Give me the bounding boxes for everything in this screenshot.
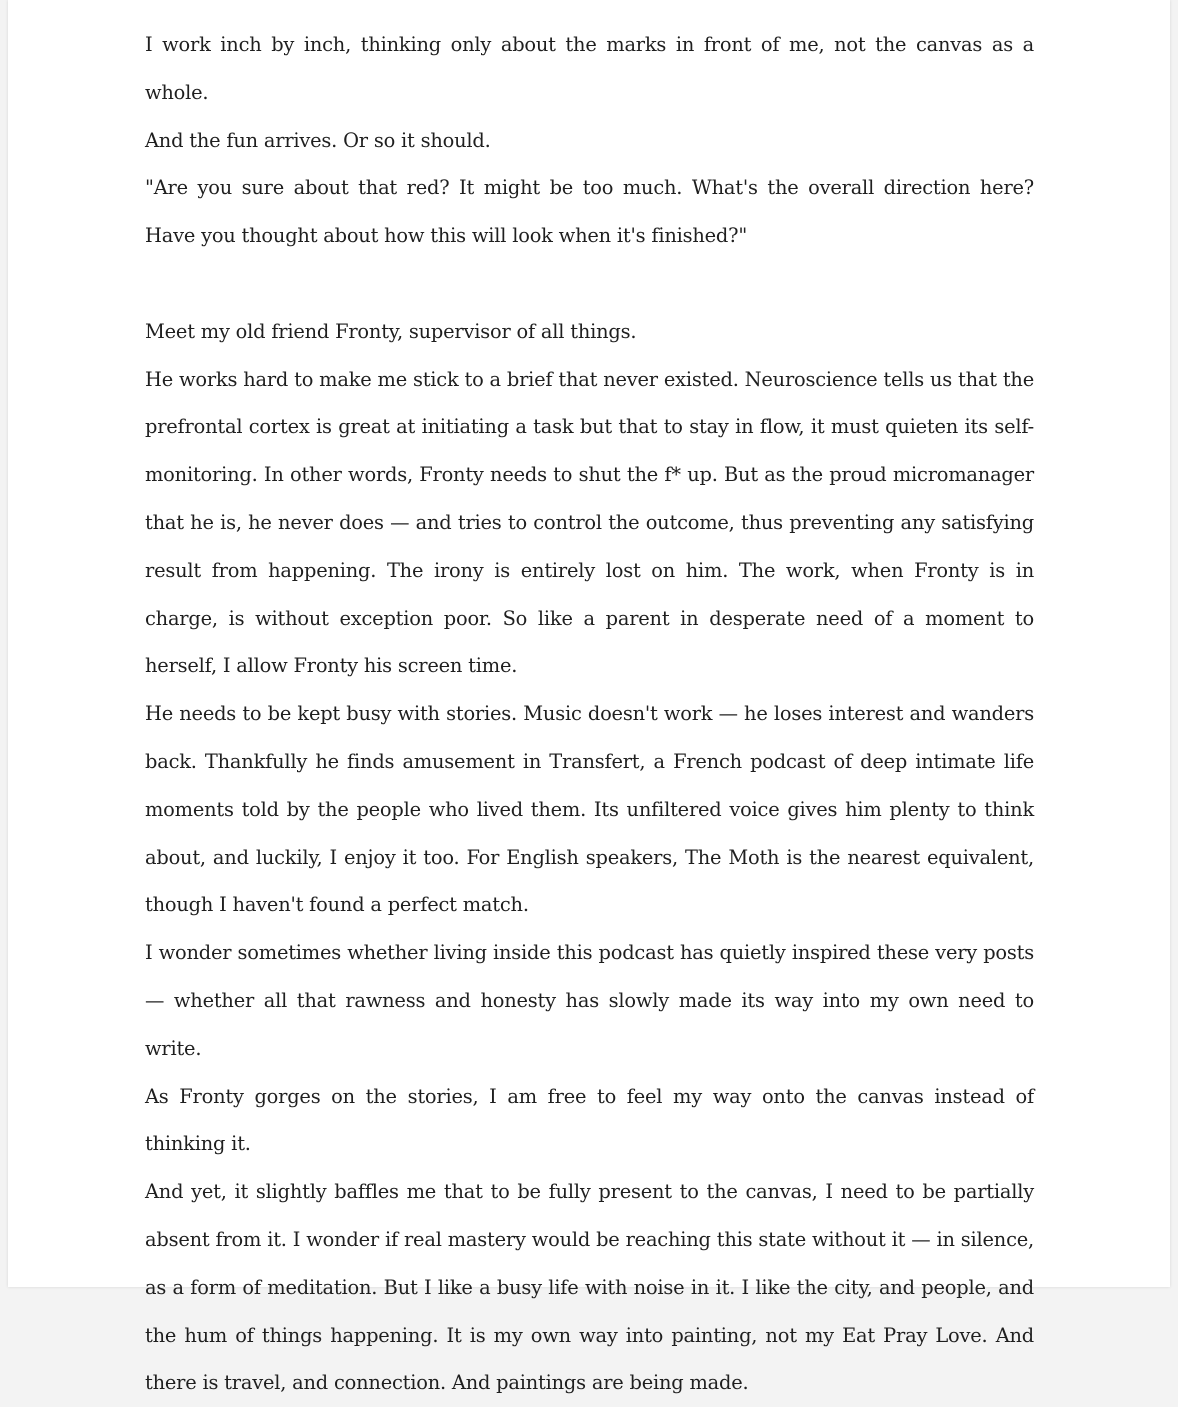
paragraph-gorges: As Fronty gorges on the stories, I am free to feel my way onto the canvas instead of thinking it. xyxy=(145,1084,1034,1156)
document-page xyxy=(8,0,1170,1395)
paragraph-neuroscience: He works hard to make me stick to a brief that never existed. Neuroscience tells us that the prefrontal cortex is great at initiating a task but that to stay in flow, it must quieten its self-monitoring. In other words, Fronty needs to shut the f* up. But as the proud micromanager that he is, he never does — and tries to control the outcome, thus preventing any satisfying result from happening. The irony is entirely lost on him. The work, when Fronty is in charge, is without exception poor. So like a parent in desperate need of a moment to herself, I allow Fronty his screen time. xyxy=(145,367,1034,678)
paragraph-inch-by-inch: I work inch by inch, thinking only about the marks in front of me, not the canvas as a whole. xyxy=(145,33,1034,104)
document-body xyxy=(145,21,1034,1407)
paragraph-fun-arrives: And the fun arrives. Or so it should. xyxy=(145,128,491,152)
paragraph-quote-red: "Are you sure about that red? It might be too much. What's the overall direction here? Have you thought about how this will look when it's finished?" xyxy=(145,176,1034,248)
paragraph-and-yet: And yet, it slightly baffles me that to be fully present to the canvas, I need to be partially absent from it. I wonder if real mastery would be reaching this state without it — in silence, as a form of meditation. But I like a busy life with noise in it. I like the city, and people, and the hum of things happening. It is my own way into painting, not my Eat Pray Love. And there is travel, and connection. And paintings are being made. xyxy=(145,1180,1034,1395)
paragraph-stories: He needs to be kept busy with stories. Music doesn't work — he loses interest and wanders back. Thankfully he finds amusement in Transfert, a French podcast of deep intimate life moments told by the people who lived them. Its unfiltered voice gives him plenty to think about, and luckily, I enjoy it too. For English speakers, The Moth is the nearest equivalent, though I haven't found a perfect match. xyxy=(145,702,1034,917)
paragraph-blank xyxy=(145,260,1034,308)
paragraph-podcast-inspired: I wonder sometimes whether living inside this podcast has quietly inspired these very posts — whether all that rawness and honesty has slowly made its way into my own need to write. xyxy=(145,941,1034,1060)
paragraph-meet-fronty: Meet my old friend Fronty, supervisor of all things. xyxy=(145,319,637,343)
